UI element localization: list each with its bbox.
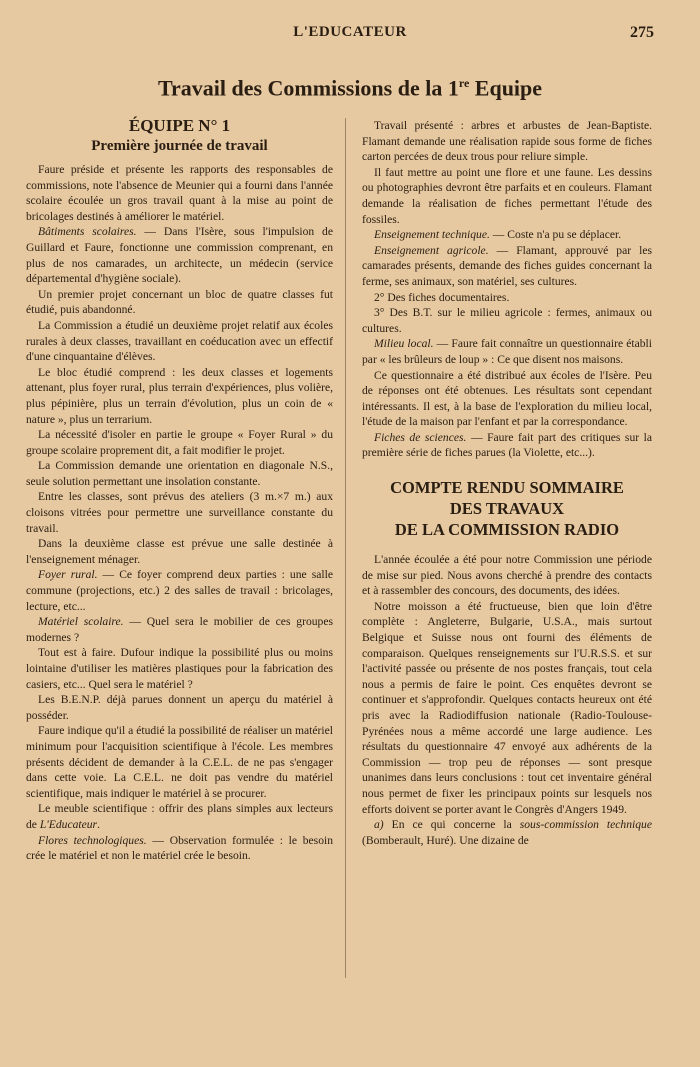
radio-heading-line: COMPTE RENDU SOMMAIRE (390, 478, 624, 498)
paragraph: Notre moisson a été fructueuse, bien que loin d'être complète : Angleterre, Bulgarie, U.S.A., mais surtout Belgique et Suisse nous ont fourni des éléments de comparaison. Quelques renseignements sur l'U.R.S.S. et sur l'activité passée ou présente de nos postes français, tout cela nous a permis de faire le point. Ces enquêtes devront se continuer et s'approfondir. Quelques contacts heureux ont été pris avec la Radiodiffusion nationale (Radio-Toulouse-Pyrénées nous a même accordé une large audience. Les résultats du questionnaire 47 envoyé aux adhérents de la Commission — trop peu de réponses — sont presque unanimes dans leurs conclusions : tout cet inventaire général nous permet de fixer les principaux points sur lesquels nos efforts doivent se porter avant le Congrès d'Angers 1949. (362, 599, 652, 816)
paragraph: Travail présenté : arbres et arbustes de Jean-Baptiste. Flamant demande une réalisation rapide sous forme de fiches carton percées de deux trous pour reliure simple. (362, 119, 652, 164)
running-head (0, 20, 700, 46)
paragraph: Foyer rural. — Ce foyer comprend deux parties : une salle commune (projections, etc.) 2 des salles de travail : bricolages, lecture, etc... (26, 568, 333, 613)
paragraph: Il faut mettre au point une flore et une faune. Les dessins ou photographies devront être parfaits et en couleurs. Flamant demande la réalisation de fiches permettant l'étude des fossiles. (362, 165, 652, 226)
paragraph: Tout est à faire. Dufour indique la possibilité plus ou moins lointaine d'utiliser les matières plastiques pour la fabrication des casiers, etc... Quel sera le matériel ? (26, 646, 333, 691)
page-title-main: Travail des Commissions de la 1 (157, 75, 459, 101)
paragraph: Faure préside et présente les rapports des responsables de commissions, note l'absence de Meunier qui a fourni dans l'année scolaire écoulée un gros travail quant à la mise au point de bricolages destinés à améliorer le matériel. (26, 163, 333, 223)
paragraph: Bâtiments scolaires. — Dans l'Isère, sous l'impulsion de Guillard et Faure, fonctionne une commission comprenant, en plus de nos camarades, un architecte, un médecin (service départemental d'hygiène sociale). (26, 225, 333, 286)
section-subheading: Première journée de travail (91, 138, 268, 154)
right-column (362, 118, 652, 848)
run-in-label: Foyer rural. (38, 568, 98, 582)
page-number: 275 (630, 24, 654, 41)
paragraph: Entre les classes, sont prévus des ateliers (3 m.×7 m.) aux cloisons vitrées pour permettre une surveillance constante du travail. (26, 490, 333, 535)
run-in-label: Matériel scolaire. (38, 615, 124, 629)
paragraph: L'année écoulée a été pour notre Commission une période de mise sur pied. Nous avons cherché à prendre des contacts et à rassembler des concours, des documents, des idées. (362, 553, 652, 598)
section-heading: ÉQUIPE N° 1 (128, 116, 231, 135)
paragraph: Faure indique qu'il a étudié la possibilité de réaliser un matériel minimum pour l'acquisition scientifique à l'école. Les membres présents décident de demander à la C.E.L. de ne pas s'engager dans cette voie. La C.E.L. ne doit pas vendre du matériel scientifique, mais indiquer le matériel à se procurer. (26, 724, 333, 800)
paragraph: Matériel scolaire. — Quel sera le mobilier de ces groupes modernes ? (26, 615, 333, 644)
radio-heading-line: DES TRAVAUX (449, 499, 565, 519)
run-in-label: Bâtiments scolaires. (38, 225, 137, 239)
paragraph: Milieu local. — Faure fait connaître un questionnaire établi par « les brûleurs de loup » : Ce que disent nos maisons. (362, 337, 652, 366)
run-in-label: Enseignement technique. (374, 228, 490, 242)
journal-name: L'EDUCATEUR (293, 24, 407, 40)
paragraph: 2° Des fiches documentaires. (374, 290, 510, 304)
paragraph: Les B.E.N.P. déjà parues donnent un aperçu du matériel à posséder. (26, 693, 333, 722)
radio-section-heading (362, 477, 652, 540)
paragraph: a) En ce qui concerne la sous-commission technique (Bomberault, Huré). Une dizaine de (362, 818, 652, 847)
paragraph: 3° Des B.T. sur le milieu agricole : fermes, animaux ou cultures. (362, 306, 652, 335)
paragraph: Le meuble scientifique : offrir des plans simples aux lecteurs de L'Educateur. (26, 802, 333, 831)
paragraph: Le bloc étudié comprend : les deux classes et logements attenant, plus foyer rural, plus terrain d'expériences, plus volière, plus pépinière, plus un terrain d'évolution, plus un coin de « nature », plus un terrarium. (26, 365, 333, 426)
run-in-label: Enseignement agricole. (374, 243, 489, 257)
paragraph: Dans la deuxième classe est prévue une salle destinée à l'enseignement ménager. (26, 537, 333, 566)
page-title-tail: Equipe (469, 75, 543, 101)
journal-reference: L'Educateur (39, 817, 98, 831)
paragraph: La Commission demande une orientation en diagonale N.S., seule solution permettant une insolation constante. (26, 459, 333, 488)
paragraph: Un premier projet concernant un bloc de quatre classes fut étudié, puis abandonné. (26, 287, 333, 317)
left-column (26, 116, 333, 864)
paragraph: Flores technologiques. — Observation formulée : le besoin crée le matériel et non le matériel crée le besoin. (26, 833, 334, 863)
subcommission-name: sous-commission technique (519, 818, 652, 832)
paragraph: Fiches de sciences. — Faure fait part des critiques sur la première série de fiches parues (la Violette, etc...). (362, 430, 652, 460)
run-in-label: Fiches de sciences. (374, 430, 467, 444)
paragraph: Enseignement agricole. — Flamant, approuvé par les camarades présents, demande des fiches guides concernant la ferme, ses animaux, son matériel, ses cultures. (362, 243, 652, 288)
paragraph: La nécessité d'isoler en partie le groupe « Foyer Rural » du groupe scolaire proprement dit, a fait modifier le projet. (26, 428, 333, 457)
paragraph: Ce questionnaire a été distribué aux écoles de l'Isère. Peu de réponses ont été obtenues. Les résultats sont cependant intéressants. Il est, à la base de l'exploration du milieu local, l'étude de la maison par l'enfant et par la correspondance. (362, 368, 652, 429)
column-divider (345, 118, 346, 978)
page-title-sup: re (458, 76, 470, 90)
paragraph: Enseignement technique. — Coste n'a pu se déplacer. (374, 228, 622, 242)
list-marker: a) (374, 818, 384, 832)
page-title (0, 68, 700, 103)
paragraph: La Commission a étudié un deuxième projet relatif aux écoles rurales à deux classes, travaillant en coéducation avec un effectif d'une cinquantaine d'élèves. (26, 318, 333, 364)
run-in-label: Flores technologiques. (38, 833, 147, 847)
run-in-label: Milieu local. (374, 337, 434, 351)
radio-heading-line: DE LA COMMISSION RADIO (394, 520, 620, 540)
